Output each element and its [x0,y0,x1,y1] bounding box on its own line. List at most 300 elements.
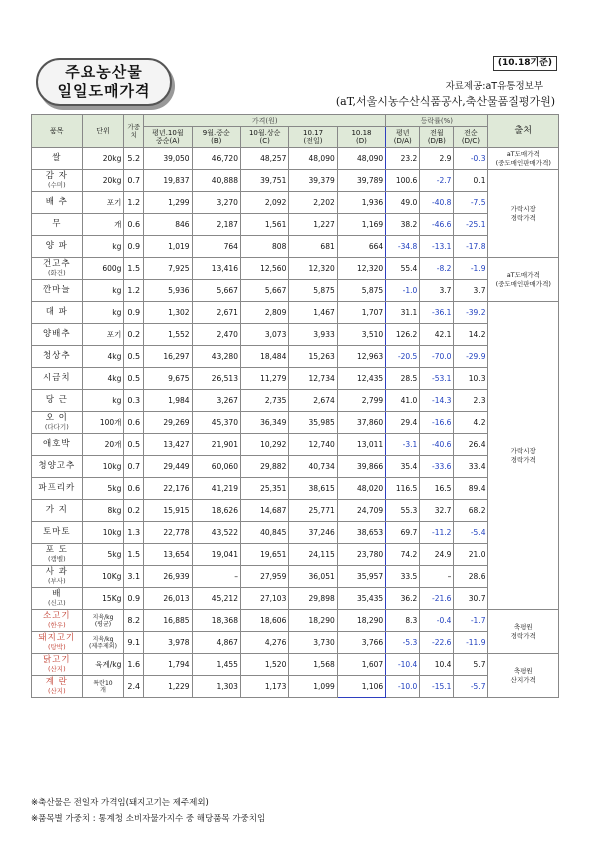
change-rb: -2.7 [420,170,454,192]
change-rb: -15.1 [420,676,454,698]
change-ra: 29.4 [386,412,420,434]
price-b: – [192,566,240,588]
change-rb: 10.4 [420,654,454,676]
price-c: 1,520 [240,654,288,676]
price-today: 48,020 [337,478,385,500]
header-p-avg: 평년.10월 중순(A) [144,127,192,148]
title-line1: 주요농산물 [65,63,143,81]
table-row [32,214,559,236]
table-row [32,346,559,368]
change-rb: -36.1 [420,302,454,324]
price-today: 1,106 [337,676,385,698]
table-row [32,522,559,544]
item-name [32,214,83,236]
item-name [32,170,83,192]
header-r-xun: 전순 (D/C) [454,127,488,148]
item-variety: (한우) [47,620,66,629]
change-rb: 3.7 [420,280,454,302]
item-name [32,500,83,522]
item-name [32,676,83,698]
item-label: 감 자 [45,170,68,181]
price-b: 3,270 [192,192,240,214]
change-ra: -10.4 [386,654,420,676]
item-unit: 100개 [82,412,124,434]
price-b: 41,219 [192,478,240,500]
price-a: 9,675 [144,368,192,390]
item-unit: 개 [82,214,124,236]
table-row [32,632,559,654]
price-a: 26,939 [144,566,192,588]
item-weight: 0.5 [124,434,144,456]
change-rc: 14.2 [454,324,488,346]
price-a: 39,050 [144,148,192,170]
header-item: 품목 [32,115,83,148]
note-line: ※축산물은 전일자 가격임(돼지고기는 제주제외) [31,798,209,808]
change-ra: 38.2 [386,214,420,236]
change-rb: 16.5 [420,478,454,500]
item-name [32,522,83,544]
price-today: 39,789 [337,170,385,192]
source-cell: aT도매가격 (중도매인판매가격) [488,148,559,170]
item-unit: 20kg [82,170,124,192]
table-row [32,654,559,676]
price-prev: 38,615 [289,478,337,500]
header-unit: 단위 [82,115,124,148]
note-line: ※품목별 가중치 : 통계청 소비자물가지수 중 해당품목 가중치임 [31,814,266,824]
price-a: 22,778 [144,522,192,544]
price-c: 3,073 [240,324,288,346]
price-a: 1,552 [144,324,192,346]
item-weight: 0.6 [124,478,144,500]
price-today: 5,875 [337,280,385,302]
price-c: 808 [240,236,288,258]
item-variety: (다다기) [44,422,69,431]
price-c: 2,735 [240,390,288,412]
header-price-group: 가격(원) [144,115,386,127]
item-label: 가 지 [45,505,68,515]
item-unit: kg [82,236,124,258]
change-rc: -7.5 [454,192,488,214]
change-rc: 0.1 [454,170,488,192]
table-row [32,412,559,434]
item-variety: (수미) [47,180,66,189]
price-a: 1,229 [144,676,192,698]
change-rb: -46.6 [420,214,454,236]
table-row [32,456,559,478]
table-row [32,610,559,632]
item-name [32,346,83,368]
price-b: 2,671 [192,302,240,324]
price-b: 5,667 [192,280,240,302]
change-ra: -5.3 [386,632,420,654]
change-rb: – [420,566,454,588]
item-name [32,434,83,456]
item-weight: 2.4 [124,676,144,698]
item-name [32,566,83,588]
price-b: 2,187 [192,214,240,236]
item-label: 사 과 [45,566,68,577]
item-weight: 0.9 [124,302,144,324]
source-cell: 가락시장 경락가격 [488,302,559,610]
item-unit: 10kg [82,522,124,544]
table-row [32,368,559,390]
price-prev: 12,740 [289,434,337,456]
price-prev: 29,898 [289,588,337,610]
change-rb: -14.3 [420,390,454,412]
price-c: 29,882 [240,456,288,478]
price-c: 18,606 [240,610,288,632]
item-weight: 8.2 [124,610,144,632]
item-label: 돼지고기 [38,632,76,643]
item-weight: 1.2 [124,192,144,214]
change-rb: -33.6 [420,456,454,478]
item-weight: 0.3 [124,390,144,412]
change-rc: -17.8 [454,236,488,258]
item-name [32,588,83,610]
change-rc: 2.3 [454,390,488,412]
item-unit: 4kg [82,368,124,390]
item-unit: 10Kg [82,566,124,588]
price-c: 1,561 [240,214,288,236]
item-name [32,302,83,324]
price-c: 19,651 [240,544,288,566]
item-unit: 15Kg [82,588,124,610]
item-unit: 특란10 개 [82,676,124,698]
item-label: 배 [52,588,62,599]
item-name [32,654,83,676]
price-prev: 37,246 [289,522,337,544]
change-rc: 21.0 [454,544,488,566]
change-ra: -34.8 [386,236,420,258]
item-name [32,632,83,654]
item-variety: (부사) [47,576,66,585]
item-label: 포 도 [45,544,68,555]
price-c: 1,173 [240,676,288,698]
item-weight: 0.6 [124,412,144,434]
date-label: (10.18기준) [493,56,557,71]
data-sources: (aT,서울시농수산식품공사,축산물품질평가원) [335,95,555,108]
change-ra: 41.0 [386,390,420,412]
price-b: 19,041 [192,544,240,566]
price-prev: 48,090 [289,148,337,170]
item-weight: 1.2 [124,280,144,302]
item-unit: 10kg [82,456,124,478]
price-today: 18,290 [337,610,385,632]
price-a: 1,299 [144,192,192,214]
change-rc: 28.6 [454,566,488,588]
price-today: 24,709 [337,500,385,522]
price-prev: 18,290 [289,610,337,632]
item-variety: (탕박) [47,642,66,651]
header-weight: 가중치 [124,115,144,148]
item-label: 양배추 [42,329,71,339]
change-ra: -10.0 [386,676,420,698]
change-ra: 116.5 [386,478,420,500]
price-prev: 40,734 [289,456,337,478]
item-weight: 1.5 [124,258,144,280]
table-row [32,588,559,610]
price-prev: 25,771 [289,500,337,522]
item-label: 파프리카 [38,483,76,493]
price-b: 26,513 [192,368,240,390]
price-today: 37,860 [337,412,385,434]
change-rc: 26.4 [454,434,488,456]
price-c: 12,560 [240,258,288,280]
item-unit: 포기 [82,324,124,346]
price-b: 43,280 [192,346,240,368]
change-rc: -1.9 [454,258,488,280]
notes [31,795,265,827]
price-a: 5,936 [144,280,192,302]
table-row [32,236,559,258]
table-row [32,434,559,456]
source-cell: aT도매가격 (중도매인판매가격) [488,258,559,302]
change-ra: -1.0 [386,280,420,302]
table-row [32,302,559,324]
price-a: 29,269 [144,412,192,434]
item-label: 쌀 [52,153,62,163]
price-today: 35,435 [337,588,385,610]
price-a: 16,885 [144,610,192,632]
price-today: 38,653 [337,522,385,544]
change-ra: 35.4 [386,456,420,478]
change-rb: -70.0 [420,346,454,368]
header-p-sep: 9월.중순 (B) [192,127,240,148]
item-unit: 지육/kg (제주제외) [82,632,124,654]
price-today: 1,169 [337,214,385,236]
change-rc: 10.3 [454,368,488,390]
header-p-today: 10.18 (D) [337,127,385,148]
item-weight: 0.5 [124,368,144,390]
price-a: 13,654 [144,544,192,566]
price-b: 45,370 [192,412,240,434]
item-variety: (캠벨) [47,554,66,563]
price-today: 1,936 [337,192,385,214]
price-today: 12,435 [337,368,385,390]
header-p-oct: 10월.상순 (C) [240,127,288,148]
item-weight: 0.2 [124,324,144,346]
price-prev: 3,730 [289,632,337,654]
header-r-month: 전월 (D/B) [420,127,454,148]
title-badge [36,58,172,106]
price-prev: 15,263 [289,346,337,368]
change-rb: -53.1 [420,368,454,390]
price-a: 19,837 [144,170,192,192]
item-name [32,368,83,390]
price-table [31,114,559,698]
change-rc: 33.4 [454,456,488,478]
item-label: 배 추 [45,197,68,207]
item-label: 닭고기 [42,654,71,665]
price-a: 26,013 [144,588,192,610]
price-prev: 2,202 [289,192,337,214]
item-variety: (산지) [47,664,66,673]
item-weight: 0.2 [124,500,144,522]
change-rb: -0.4 [420,610,454,632]
item-label: 무 [52,219,62,229]
item-name [32,258,83,280]
change-rb: 24.9 [420,544,454,566]
change-rc: -0.3 [454,148,488,170]
price-prev: 5,875 [289,280,337,302]
item-name [32,148,83,170]
item-unit: 5kg [82,544,124,566]
table-row [32,500,559,522]
price-b: 1,455 [192,654,240,676]
change-ra: 31.1 [386,302,420,324]
price-prev: 2,674 [289,390,337,412]
price-today: 3,510 [337,324,385,346]
item-name [32,610,83,632]
price-a: 7,925 [144,258,192,280]
item-unit: 20kg [82,148,124,170]
change-rb: -40.8 [420,192,454,214]
change-ra: 55.4 [386,258,420,280]
item-weight: 5.2 [124,148,144,170]
price-b: 1,303 [192,676,240,698]
title-line2: 일일도매가격 [57,82,151,100]
change-rb: 2.9 [420,148,454,170]
price-a: 1,984 [144,390,192,412]
item-label: 대 파 [45,307,68,317]
change-rc: -39.2 [454,302,488,324]
item-unit: 육계/kg [82,654,124,676]
price-c: 2,092 [240,192,288,214]
item-label: 양 파 [45,241,68,251]
item-label: 토마토 [42,527,71,537]
price-b: 13,416 [192,258,240,280]
price-a: 22,176 [144,478,192,500]
item-label: 소고기 [42,610,71,621]
price-a: 3,978 [144,632,192,654]
table-row [32,192,559,214]
item-weight: 0.9 [124,588,144,610]
price-today: 23,780 [337,544,385,566]
price-a: 1,019 [144,236,192,258]
item-label: 청상추 [42,351,71,361]
price-prev: 12,320 [289,258,337,280]
price-c: 2,809 [240,302,288,324]
price-c: 27,959 [240,566,288,588]
price-b: 764 [192,236,240,258]
price-prev: 12,734 [289,368,337,390]
price-c: 25,351 [240,478,288,500]
change-rb: -11.2 [420,522,454,544]
table-row [32,280,559,302]
price-b: 40,888 [192,170,240,192]
header-p-prev: 10.17 (전일) [289,127,337,148]
price-b: 43,522 [192,522,240,544]
price-a: 846 [144,214,192,236]
change-rc: 5.7 [454,654,488,676]
price-today: 1,607 [337,654,385,676]
item-name [32,412,83,434]
change-rb: 42.1 [420,324,454,346]
item-label: 당 근 [45,395,68,405]
change-ra: 55.3 [386,500,420,522]
header-change-group: 등락률(%) [386,115,488,127]
change-ra: -20.5 [386,346,420,368]
header-r-avg: 평년 (D/A) [386,127,420,148]
price-b: 45,212 [192,588,240,610]
price-b: 4,867 [192,632,240,654]
item-unit: kg [82,280,124,302]
price-today: 2,799 [337,390,385,412]
item-label: 시금치 [42,373,71,383]
price-today: 664 [337,236,385,258]
change-rb: 32.7 [420,500,454,522]
change-rc: -11.9 [454,632,488,654]
price-today: 1,707 [337,302,385,324]
change-rb: -8.2 [420,258,454,280]
data-provider: 자료제공:aT유통정보부 [445,81,543,92]
item-unit: 20개 [82,434,124,456]
change-rc: -1.7 [454,610,488,632]
price-a: 1,794 [144,654,192,676]
item-variety: (신고) [47,598,66,607]
item-unit: 600g [82,258,124,280]
price-c: 10,292 [240,434,288,456]
item-name [32,456,83,478]
item-name [32,390,83,412]
item-name [32,478,83,500]
price-c: 48,257 [240,148,288,170]
item-unit: 8kg [82,500,124,522]
source-cell: 가락시장 경락가격 [488,170,559,258]
change-ra: 74.2 [386,544,420,566]
item-name [32,280,83,302]
change-rc: 68.2 [454,500,488,522]
item-label: 오 이 [45,412,68,423]
item-name [32,324,83,346]
price-b: 2,470 [192,324,240,346]
change-ra: 100.6 [386,170,420,192]
change-rc: -5.4 [454,522,488,544]
price-a: 16,297 [144,346,192,368]
price-today: 35,957 [337,566,385,588]
price-b: 21,901 [192,434,240,456]
item-unit: 4kg [82,346,124,368]
change-ra: -3.1 [386,434,420,456]
price-c: 39,751 [240,170,288,192]
item-variety: (화건) [47,268,66,277]
price-prev: 24,115 [289,544,337,566]
table-row [32,390,559,412]
price-prev: 1,467 [289,302,337,324]
price-b: 18,368 [192,610,240,632]
item-label: 애호박 [42,439,71,449]
table-row [32,258,559,280]
table-row [32,676,559,698]
price-c: 18,484 [240,346,288,368]
change-rc: 89.4 [454,478,488,500]
item-weight: 1.3 [124,522,144,544]
item-name [32,192,83,214]
price-today: 12,963 [337,346,385,368]
item-unit: kg [82,390,124,412]
change-rc: 3.7 [454,280,488,302]
change-rc: -29.9 [454,346,488,368]
price-a: 1,302 [144,302,192,324]
table-row [32,566,559,588]
change-rb: -13.1 [420,236,454,258]
price-b: 3,267 [192,390,240,412]
price-b: 60,060 [192,456,240,478]
change-rc: -5.7 [454,676,488,698]
item-label: 청양고추 [38,461,76,471]
price-c: 36,349 [240,412,288,434]
price-b: 18,626 [192,500,240,522]
